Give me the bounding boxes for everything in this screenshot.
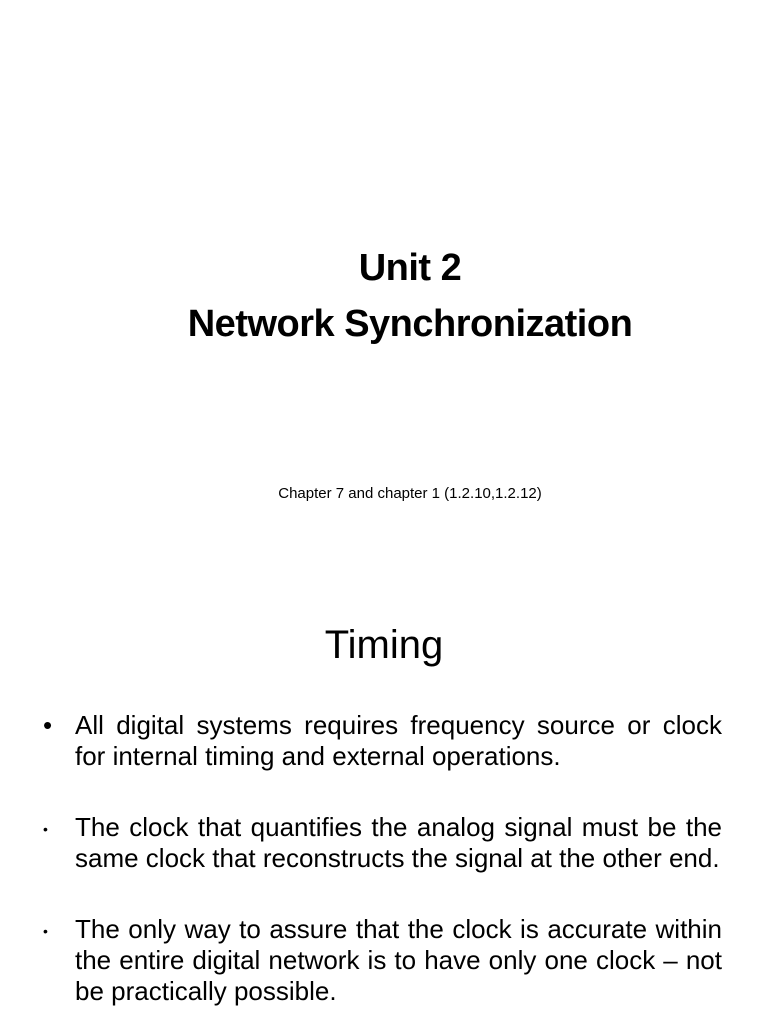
bullet-text: The clock that quantifies the analog signal must be the same clock that reconstructs the signal at the other end. <box>75 812 722 873</box>
title-unit: Unit 2 <box>358 247 462 289</box>
bullet-list <box>0 710 768 1024</box>
bullet-item <box>0 812 768 874</box>
slide-title <box>0 240 768 352</box>
bullet-marker: • <box>43 710 53 740</box>
bullet-text: The only way to assure that the clock is accurate within the entire digital network is to have only one clock – not be practically possible. <box>75 914 722 1006</box>
bullet-text: All digital systems requires frequency source or clock for internal timing and external operations. <box>75 710 722 771</box>
bullet-item <box>0 710 768 772</box>
bullet-marker: • <box>43 923 48 939</box>
title-topic: Network Synchronization <box>187 303 633 345</box>
chapter-reference: Chapter 7 and chapter 1 (1.2.10,1.2.12) <box>278 485 542 502</box>
bullet-marker: • <box>43 821 48 837</box>
bullet-item <box>0 914 768 1007</box>
section-heading: Timing <box>324 623 444 667</box>
